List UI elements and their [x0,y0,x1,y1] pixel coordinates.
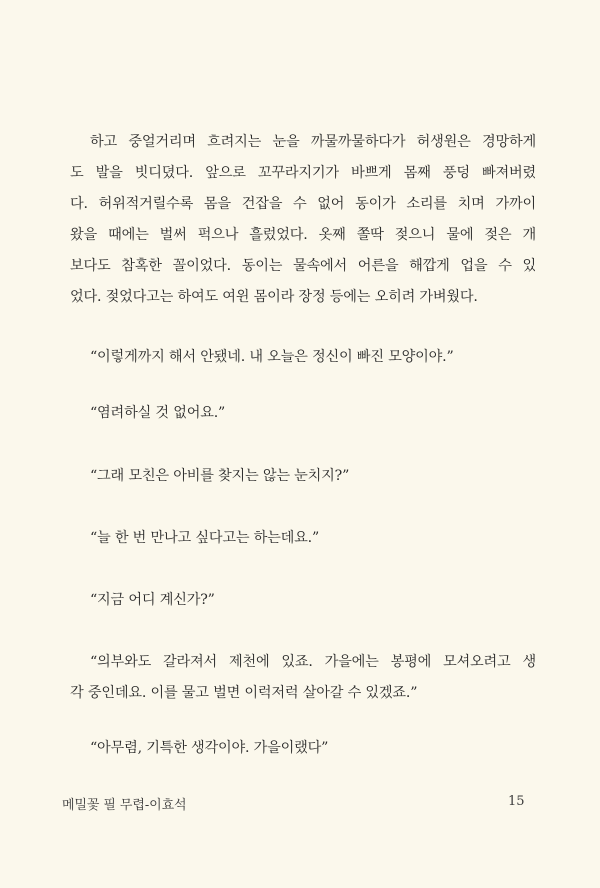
dialogue-text: “늘 한 번 만나고 싶다고는 하는데요.” [90,530,320,546]
dialogue-line [70,585,536,616]
paragraph-line: 보다도 참혹한 꼴이었다. 동이는 물속에서 어른을 해깝게 업을 수 있 [70,258,536,274]
dialogue-text: “아무렴, 기특한 생각이야. 가을이랬다” [90,740,329,756]
paragraph-line: 도 발을 빗디뎠다. 앞으로 꼬꾸라지기가 바쁘게 몸째 풍덩 빠져버렸 [70,165,536,181]
dialogue-text: “이렇게까지 해서 안됐네. 내 오늘은 정신이 빠진 모양이야.” [90,349,454,365]
dialogue-paragraph [70,647,536,709]
dialogue-text: “의부와도 갈라져서 제천에 있죠. 가을에는 봉평에 모셔오려고 생 [90,654,536,670]
dialogue-text: 각 중인데요. 이를 물고 벌면 이럭저럭 살아갈 수 있겠죠.” [70,685,418,701]
paragraph-line: 다. 허위적거릴수록 몸을 건잡을 수 없어 동이가 소리를 치며 가까이 [70,196,536,212]
dialogue-text: “지금 어디 계신가?” [90,592,215,608]
page-number: 15 [508,794,525,809]
dialogue-text: “그래 모친은 아비를 찾지는 않는 눈치지?” [90,468,350,484]
dialogue-text: “염려하실 것 없어요.” [90,405,226,421]
paragraph-line: 었다. 젖었다고는 하여도 여윈 몸이라 장정 등에는 오히려 가벼웠다. [70,289,478,305]
dialogue-line [70,523,536,554]
paragraph-line: 왔을 때에는 벌써 퍽으나 흘렀었다. 옷째 쫄딱 젖으니 물에 젖은 개 [70,227,536,243]
paragraph-line: 하고 중얼거리며 흐려지는 눈을 까물까물하다가 허생원은 경망하게 [90,134,536,150]
narrative-paragraph [70,127,536,313]
dialogue-line [70,461,536,492]
footer-book-title: 메밀꽃 필 무렵-이효석 [62,798,187,813]
dialogue-line [70,398,536,429]
dialogue-line [70,733,536,764]
dialogue-line [70,342,536,373]
